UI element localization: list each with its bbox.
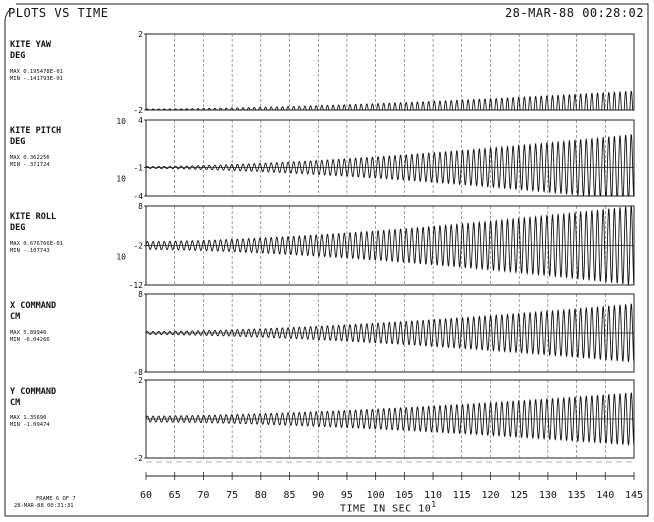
- panel-4-min: MIN -6.04266: [10, 337, 50, 343]
- panel-2-y-tick: 4: [138, 116, 143, 125]
- panel-5-y-tick: 2: [138, 376, 143, 385]
- panel-2-y-exponent: 10: [116, 174, 126, 184]
- panel-1-max: MAX 0.195478E-01: [10, 69, 63, 75]
- panel-1-unit: DEG: [10, 51, 26, 61]
- panel-2-min: MIN -.371724: [10, 162, 50, 168]
- panel-3-name: KITE ROLL: [10, 212, 57, 222]
- panel-3-unit: DEG: [10, 223, 26, 233]
- x-tick-label: 70: [197, 490, 210, 501]
- panel-1-y-tick: 2: [138, 30, 143, 39]
- x-tick-label: 125: [510, 490, 529, 501]
- panel-2-max: MAX 0.362256: [10, 155, 50, 161]
- x-tick-label: 75: [226, 490, 239, 501]
- panel-4-y-tick: 8: [138, 290, 143, 299]
- panel-1-min: MIN -.141793E-01: [10, 76, 63, 82]
- panel-4-name: X COMMAND: [10, 301, 57, 311]
- panel-5-y-tick: -2: [133, 454, 143, 463]
- panel-1-border: [146, 34, 634, 110]
- x-tick-label: 85: [283, 490, 296, 501]
- page-title: PLOTS VS TIME: [8, 6, 109, 20]
- panel-3-y-tick: 8: [138, 202, 143, 211]
- panel-5-min: MIN -1.09474: [10, 422, 50, 428]
- panel-5-max: MAX 1.35690: [10, 415, 47, 421]
- panel-1-y-exponent: 10: [116, 117, 126, 126]
- panel-3-y-tick: -2: [133, 241, 143, 251]
- panel-2-name: KITE PITCH: [10, 126, 62, 136]
- panel-4-unit: CM: [10, 312, 21, 322]
- panel-3-y-exponent: 10: [116, 252, 126, 262]
- datetime-stamp: 28-MAR-88 00:28:02: [504, 6, 644, 20]
- panel-4-max: MAX 5.89946: [10, 330, 47, 336]
- panel-4-y-tick: -8: [133, 368, 143, 377]
- footer-timestamp: 28-MAR-88 00:31:31: [14, 503, 74, 509]
- series-line-kite-yaw: [146, 91, 634, 110]
- x-tick-label: 135: [567, 490, 586, 501]
- x-tick-label: 115: [452, 490, 471, 501]
- panel-1-y-tick: -2: [133, 106, 143, 115]
- panel-3-y-tick: -12: [128, 281, 143, 290]
- outer-border: [5, 4, 648, 516]
- x-tick-label: 105: [395, 490, 414, 501]
- x-tick-label: 65: [168, 490, 181, 501]
- x-tick-label: 95: [340, 490, 353, 501]
- series-line-kite-pitch: [146, 135, 634, 196]
- panel-2-y-tick: -4: [133, 192, 143, 201]
- panel-3-max: MAX 0.676766E-01: [10, 241, 63, 247]
- x-tick-label: 90: [312, 490, 325, 501]
- panel-2-y-tick: -1: [133, 163, 143, 173]
- panel-5-name: Y COMMAND: [10, 387, 57, 397]
- frame-counter: FRAME 6 OF 7: [36, 496, 76, 502]
- panel-5-unit: CM: [10, 398, 21, 408]
- x-axis-label: TIME IN SEC $10^1$: [340, 500, 437, 515]
- x-tick-label: 130: [538, 490, 557, 501]
- panel-3-min: MIN -.107743: [10, 248, 50, 254]
- x-tick-label: 140: [596, 490, 615, 501]
- x-tick-label: 120: [481, 490, 500, 501]
- x-tick-label: 145: [624, 490, 644, 501]
- x-tick-label: 80: [254, 490, 267, 501]
- x-tick-label: 110: [424, 490, 443, 501]
- x-tick-label: 60: [139, 490, 153, 501]
- panel-2-unit: DEG: [10, 137, 26, 147]
- x-tick-label: 100: [366, 490, 385, 501]
- panel-1-name: KITE YAW: [10, 40, 51, 50]
